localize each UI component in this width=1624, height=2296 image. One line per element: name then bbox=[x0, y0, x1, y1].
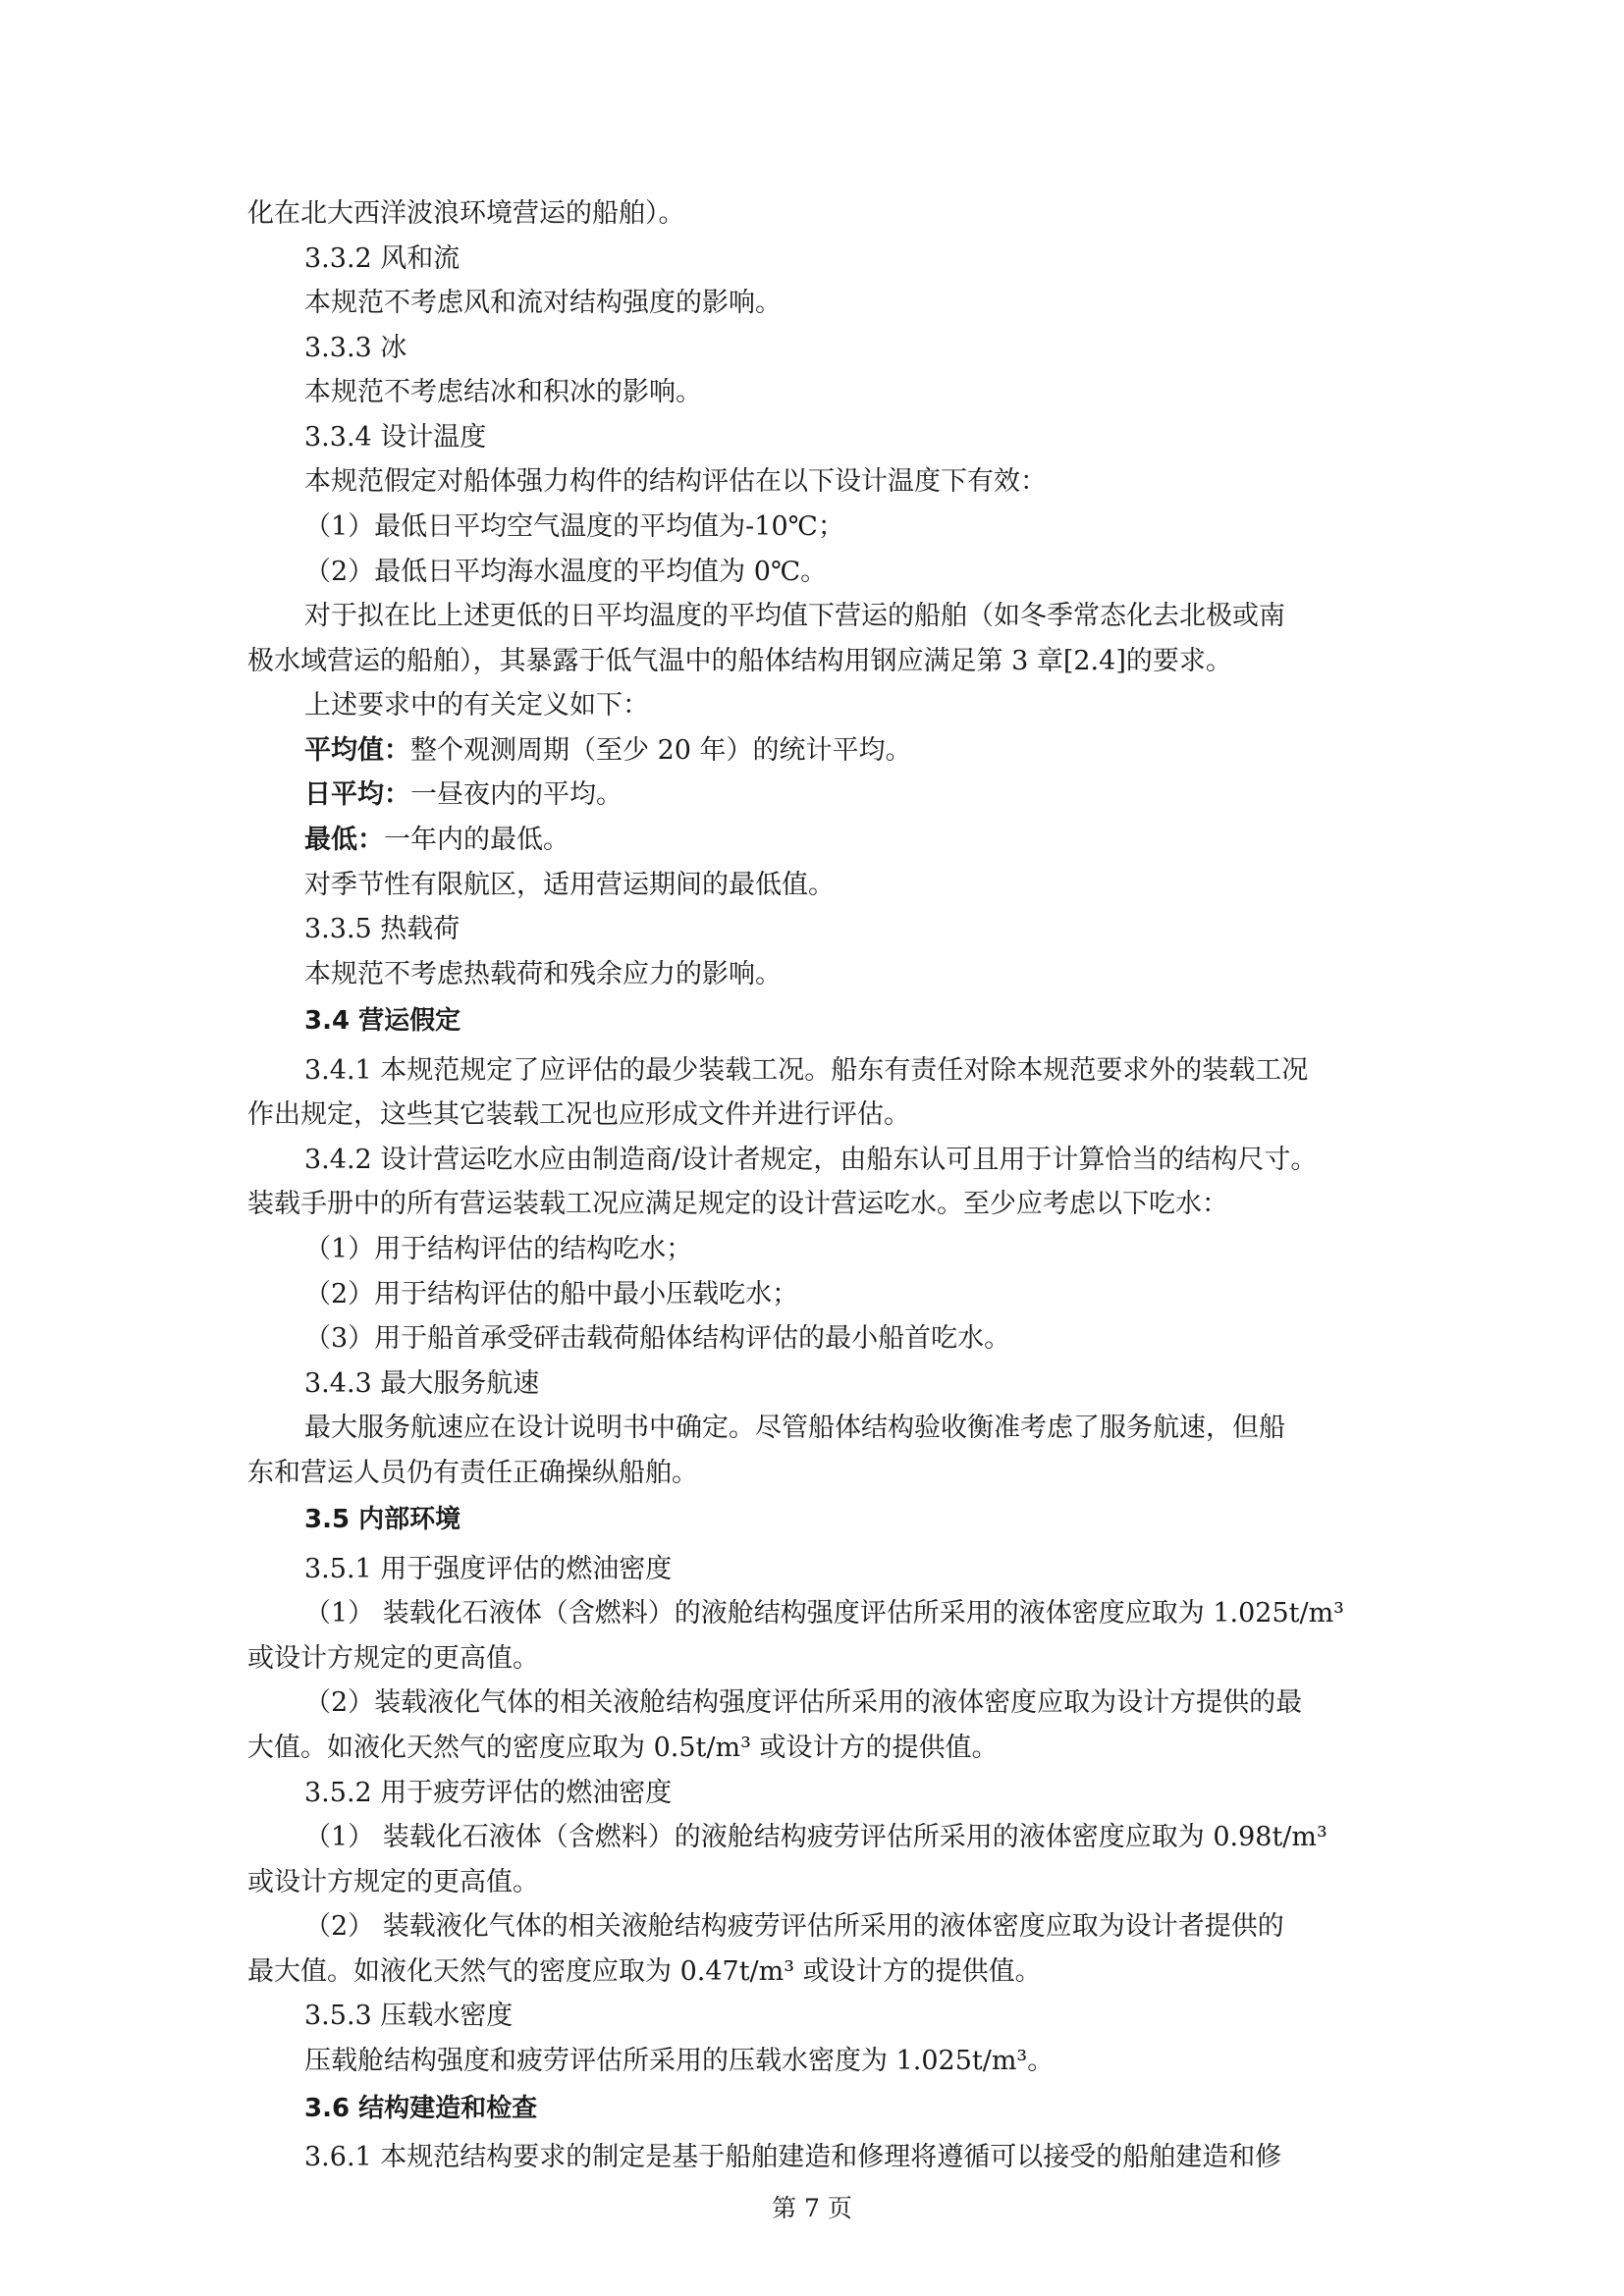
text-line: （1） 装载化石液体（含燃料）的液舱结构疲劳评估所采用的液体密度应取为 0.98t/m³ bbox=[304, 1822, 1327, 1852]
text-line: 压载舱结构强度和疲劳评估所采用的压载水密度为 1.025t/m³。 bbox=[304, 2046, 1055, 2076]
text-line: 最大值。如液化天然气的密度应取为 0.47t/m³ 或设计方的提供值。 bbox=[247, 1956, 1042, 1987]
text-line: 3.4.1 本规范规定了应评估的最少装载工况。船东有责任对除本规范要求外的装载工况 bbox=[304, 1055, 1309, 1086]
text-line: （2） 装载液化气体的相关液舱结构疲劳评估所采用的液体密度应取为设计者提供的 bbox=[304, 1911, 1284, 1942]
text-line: 本规范不考虑风和流对结构强度的影响。 bbox=[304, 288, 782, 318]
definition-daily-mean bbox=[304, 775, 1386, 815]
text-line: （1） 装载化石液体（含燃料）的液舱结构强度评估所采用的液体密度应取为 1.025t/m³ bbox=[304, 1598, 1345, 1629]
definition-text: 一昼夜内的平均。 bbox=[410, 779, 623, 810]
text-line: 装载手册中的所有营运装载工况应满足规定的设计营运吃水。至少应考虑以下吃水： bbox=[247, 1189, 1228, 1219]
list-item: （2）最低日平均海水温度的平均值为 0℃。 bbox=[304, 557, 828, 587]
page-footer: 第 7 页 bbox=[772, 2194, 852, 2222]
text-line: 3.6.1 本规范结构要求的制定是基于船舶建造和修理将遵循可以接受的船舶建造和修 bbox=[304, 2142, 1282, 2172]
definition-mean bbox=[304, 731, 1386, 771]
definition-lowest bbox=[304, 821, 1386, 860]
section-heading-3-4: 3.4 营运假定 bbox=[304, 1006, 461, 1036]
text-line: 或设计方规定的更高值。 bbox=[247, 1643, 539, 1674]
text-line: 本规范不考虑结冰和积冰的影响。 bbox=[304, 377, 702, 407]
section-number-3-4-3: 3.4.3 最大服务航速 bbox=[304, 1368, 540, 1399]
definition-text: 一年内的最低。 bbox=[384, 825, 569, 855]
list-item: （1）用于结构评估的结构吃水； bbox=[304, 1234, 693, 1264]
text-line: 化在北大西洋波浪环境营运的船舶）。 bbox=[247, 198, 685, 229]
section-number-3-5-3: 3.5.3 压载水密度 bbox=[304, 2001, 514, 2031]
text-line: 大值。如液化天然气的密度应取为 0.5t/m³ 或设计方的提供值。 bbox=[247, 1733, 999, 1763]
section-heading-3-5: 3.5 内部环境 bbox=[304, 1505, 461, 1534]
term-mean: 平均值： bbox=[304, 735, 410, 766]
text-line: 3.4.2 设计营运吃水应由制造商/设计者规定，由船东认可且用于计算恰当的结构尺寸。 bbox=[304, 1145, 1318, 1175]
section-number-3-3-2: 3.3.2 风和流 bbox=[304, 243, 460, 274]
section-heading-3-6: 3.6 结构建造和检查 bbox=[304, 2094, 538, 2123]
text-line: （2）装载液化气体的相关液舱结构强度评估所采用的液体密度应取为设计方提供的最 bbox=[304, 1687, 1303, 1718]
section-number-3-5-1: 3.5.1 用于强度评估的燃油密度 bbox=[304, 1554, 673, 1584]
text-line: 上述要求中的有关定义如下： bbox=[304, 690, 649, 721]
text-line: 本规范假定对船体强力构件的结构评估在以下设计温度下有效： bbox=[304, 466, 1047, 497]
text-line: 或设计方规定的更高值。 bbox=[247, 1867, 539, 1897]
text-line: 作出规定，这些其它装载工况也应形成文件并进行评估。 bbox=[247, 1099, 910, 1130]
list-item: （2）用于结构评估的船中最小压载吃水； bbox=[304, 1279, 799, 1309]
text-line: 东和营运人员仍有责任正确操纵船舶。 bbox=[247, 1458, 698, 1488]
list-item: （1）最低日平均空气温度的平均值为-10℃； bbox=[304, 511, 844, 542]
section-number-3-5-2: 3.5.2 用于疲劳评估的燃油密度 bbox=[304, 1778, 673, 1808]
text-line: 对季节性有限航区，适用营运期间的最低值。 bbox=[304, 870, 835, 900]
section-number-3-3-5: 3.3.5 热载荷 bbox=[304, 914, 460, 944]
term-lowest: 最低： bbox=[304, 825, 384, 855]
definition-text: 整个观测周期（至少 20 年）的统计平均。 bbox=[410, 735, 912, 766]
section-number-3-3-4: 3.3.4 设计温度 bbox=[304, 422, 487, 453]
list-item: （3）用于船首承受砰击载荷船体结构评估的最小船首吃水。 bbox=[304, 1323, 1011, 1354]
text-line: 对于拟在比上述更低的日平均温度的平均值下营运的船舶（如冬季常态化去北极或南 bbox=[304, 601, 1285, 631]
text-line: 本规范不考虑热载荷和残余应力的影响。 bbox=[304, 959, 782, 989]
text-line: 最大服务航速应在设计说明书中确定。尽管船体结构验收衡准考虑了服务航速，但船 bbox=[304, 1413, 1285, 1443]
section-number-3-3-3: 3.3.3 冰 bbox=[304, 333, 407, 363]
text-line: 极水域营运的船舶），其暴露于低气温中的船体结构用钢应满足第 3 章[2.4]的要求。 bbox=[247, 646, 1232, 676]
term-daily-mean: 日平均： bbox=[304, 779, 410, 810]
